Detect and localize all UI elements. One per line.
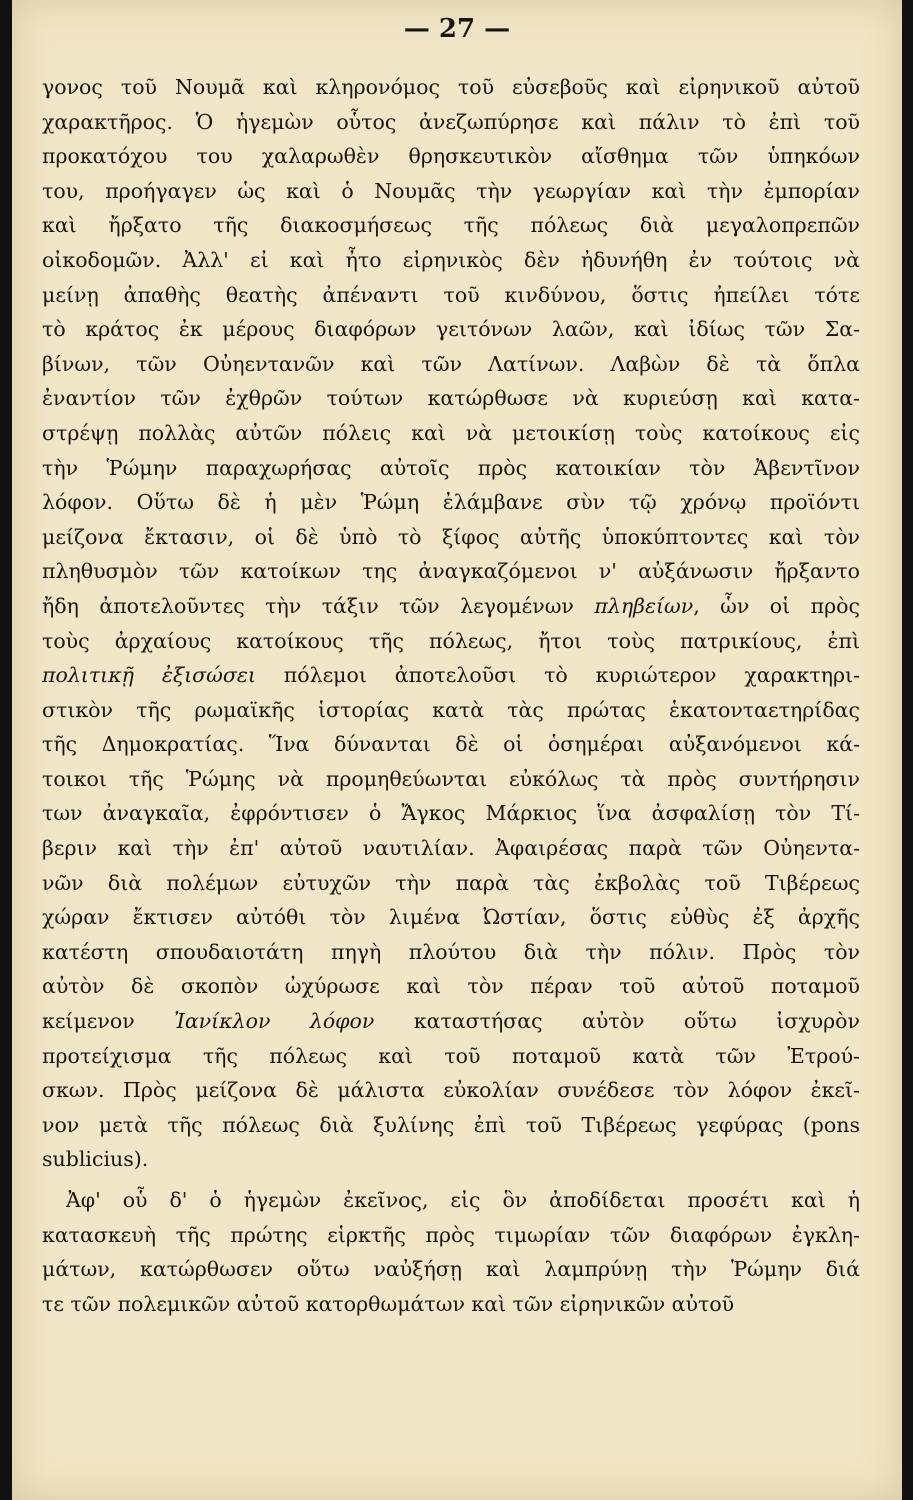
- text-line: [42, 831, 860, 866]
- text-segment: οἰκοδομῶν. Ἀλλ' εἰ καὶ ἦτο εἰρηνικὸς δὲν ἠδυνήθη ἐν τούτοις νὰ: [42, 247, 860, 272]
- text-segment: νον μετὰ τῆς πόλεως διὰ ξυλίνης ἐπὶ τοῦ Τιβέρεως γεφύρας (pons: [42, 1112, 860, 1137]
- text-segment: τὴν Ῥώμην παραχωρήσας αὐτοῖς πρὸς κατοικίαν τὸν Ἀβεντῖνον: [42, 455, 860, 480]
- text-segment: καταστήσας αὐτὸν οὕτω ἰσχυρὸν: [374, 1009, 860, 1034]
- text-segment: στρέψῃ πολλὰς αὐτῶν πόλεις καὶ νὰ μετοικίσῃ τοὺς κατοίκους εἰς: [42, 420, 860, 445]
- text-line: [42, 451, 860, 486]
- text-segment: νῶν διὰ πολέμων εὐτυχῶν τὴν παρὰ τὰς ἐκβολὰς τοῦ Τιβέρεως: [42, 870, 860, 895]
- text-segment: μείζονα ἔκτασιν, οἱ δὲ ὑπὸ τὸ ξίφος αὐτῆς ὑποκύπτοντες καὶ τὸν: [42, 524, 860, 549]
- text-segment: στικὸν τῆς ρωμαϊκῆς ἱστορίας κατὰ τὰς πρώτας ἑκατονταετηρίδας: [42, 697, 860, 722]
- text-line: [42, 174, 860, 209]
- text-line: [42, 243, 860, 278]
- italic-term: πληβείων: [594, 593, 694, 618]
- body-text: [42, 70, 860, 1321]
- text-segment: των ἀναγκαῖα, ἐφρόντισεν ὁ Ἄγκος Μάρκιος ἵνα ἀσφαλίσῃ τὸν Τί-: [42, 801, 860, 826]
- text-line: [42, 1073, 860, 1108]
- text-line: [42, 727, 860, 762]
- text-line: [42, 70, 860, 105]
- text-segment: γονος τοῦ Νουμᾶ καὶ κληρονόμος τοῦ εὐσεβοῦς καὶ εἰρηνικοῦ αὐτοῦ: [42, 75, 860, 99]
- text-segment: βίνων, τῶν Οὐηεντανῶν καὶ τῶν Λατίνων. Λαβὼν δὲ τὰ ὅπλα: [42, 351, 860, 376]
- text-segment: κείμενον: [42, 1009, 175, 1034]
- text-line: [42, 278, 860, 313]
- text-line: [42, 1183, 860, 1218]
- text-line: [42, 866, 860, 901]
- text-line: [42, 1142, 860, 1177]
- page-number: — 27 —: [403, 14, 511, 44]
- text-segment: λόφον. Οὕτω δὲ ἡ μὲν Ῥώμη ἐλάμβανε σὺν τῷ χρόνῳ προϊόντι: [42, 490, 860, 515]
- text-line: [42, 312, 860, 347]
- text-segment: βεριν καὶ τὴν ἐπ' αὐτοῦ ναυτιλίαν. Ἀφαιρέσας παρὰ τῶν Οὐηεντα-: [42, 836, 860, 861]
- text-line: [42, 381, 860, 416]
- italic-term: πολιτικῇ ἐξισώσει: [42, 663, 256, 688]
- text-segment: αὐτὸν δὲ σκοπὸν ὠχύρωσε καὶ τὸν πέραν τοῦ αὐτοῦ ποταμοῦ: [42, 974, 860, 999]
- text-line: [42, 1252, 860, 1287]
- text-line: [42, 485, 860, 520]
- text-line: [42, 139, 860, 174]
- text-line: [42, 1108, 860, 1143]
- text-segment: τε τῶν πολεμικῶν αὐτοῦ κατορθωμάτων καὶ τῶν εἰρηνικῶν αὐτοῦ: [42, 1291, 735, 1316]
- text-line: [42, 105, 860, 140]
- text-line: [42, 208, 860, 243]
- text-line: [42, 1287, 860, 1322]
- text-line: [42, 935, 860, 970]
- text-segment: κατέστη σπουδαιοτάτη πηγὴ πλούτου διὰ τὴν πόλιν. Πρὸς τὸν: [42, 939, 860, 964]
- text-segment: ἤδη ἀποτελοῦντες τὴν τάξιν τῶν λεγομένων: [42, 593, 595, 618]
- text-segment: μείνῃ ἀπαθὴς θεατὴς ἀπέναντι τοῦ κινδύνου, ὅστις ἠπείλει τότε: [42, 282, 860, 307]
- text-segment: καὶ ἤρξατο τῆς διακοσμήσεως τῆς πόλεως διὰ μεγαλοπρεπῶν: [42, 213, 860, 238]
- text-segment: τῆς Δημοκρατίας. Ἵνα δύνανται δὲ οἱ ὁσημέραι αὐξανόμενοι κά-: [42, 732, 860, 757]
- text-segment: sublicius).: [42, 1147, 149, 1172]
- text-segment: προκατόχου του χαλαρωθὲν θρησκευτικὸν αἴσθημα τῶν ὑπηκόων: [42, 144, 860, 169]
- text-line: [42, 1218, 860, 1253]
- book-page: [12, 0, 902, 1500]
- text-line: [42, 969, 860, 1004]
- text-line: [42, 1004, 860, 1039]
- text-segment: τοὺς ἀρχαίους κατοίκους τῆς πόλεως, ἤτοι τοὺς πατρικίους, ἐπὶ: [42, 628, 860, 653]
- text-segment: Ἀφ' οὗ δ' ὁ ἡγεμὼν ἐκεῖνος, εἰς ὃν ἀποδίδεται προσέτι καὶ ἡ: [66, 1188, 860, 1212]
- text-segment: πόλεμοι ἀποτελοῦσι τὸ κυριώτερον χαρακτηρι-: [255, 663, 860, 688]
- text-line: [42, 658, 860, 693]
- text-segment: μάτων, κατώρθωσεν οὕτω ναὐξήσῃ καὶ λαμπρύνῃ τὴν Ῥώμην διά: [42, 1257, 860, 1282]
- text-line: [42, 347, 860, 382]
- text-segment: κατασκευὴ τῆς πρώτης εἱρκτῆς πρὸς τιμωρίαν τῶν διαφόρων ἐγκλη-: [42, 1222, 860, 1247]
- text-segment: προτείχισμα τῆς πόλεως καὶ τοῦ ποταμοῦ κατὰ τῶν Ἐτρού-: [42, 1043, 860, 1068]
- text-segment: πληθυσμὸν τῶν κατοίκων της ἀναγκαζόμενοι ν' αὐξάνωσιν ἤρξαντο: [42, 559, 860, 584]
- text-line: [42, 693, 860, 728]
- text-segment: του, προήγαγεν ὡς καὶ ὁ Νουμᾶς τὴν γεωργίαν καὶ τὴν ἐμπορίαν: [42, 178, 860, 203]
- text-segment: χώραν ἔκτισεν αὐτόθι τὸν λιμένα Ὠστίαν, ὅστις εὐθὺς ἐξ ἀρχῆς: [42, 905, 860, 930]
- text-segment: χαρακτῆρος. Ὁ ἡγεμὼν οὗτος ἀνεζωπύρησε καὶ πάλιν τὸ ἐπὶ τοῦ: [42, 109, 860, 134]
- text-line: [42, 624, 860, 659]
- text-line: [42, 762, 860, 797]
- text-line: [42, 796, 860, 831]
- text-line: [42, 554, 860, 589]
- text-line: [42, 1039, 860, 1074]
- text-segment: ἐναντίον τῶν ἐχθρῶν τούτων κατώρθωσε νὰ κυριεύσῃ καὶ κατα-: [42, 386, 860, 411]
- text-line: [42, 416, 860, 451]
- text-segment: τὸ κράτος ἐκ μέρους διαφόρων γειτόνων λαῶν, καὶ ἰδίως τῶν Σα-: [42, 317, 860, 342]
- text-segment: τοικοι τῆς Ῥώμης νὰ προμηθεύωνται εὐκόλως τὰ πρὸς συντήρησιν: [42, 766, 860, 791]
- text-line: [42, 520, 860, 555]
- text-line: [42, 589, 860, 624]
- italic-term: Ἰανίκλον λόφον: [174, 1009, 375, 1034]
- text-segment: σκων. Πρὸς μείζονα δὲ μάλιστα εὐκολίαν συνέδεσε τὸν λόφον ἐκεῖ-: [42, 1078, 860, 1103]
- text-line: [42, 900, 860, 935]
- text-segment: , ὧν οἱ πρὸς: [693, 593, 860, 618]
